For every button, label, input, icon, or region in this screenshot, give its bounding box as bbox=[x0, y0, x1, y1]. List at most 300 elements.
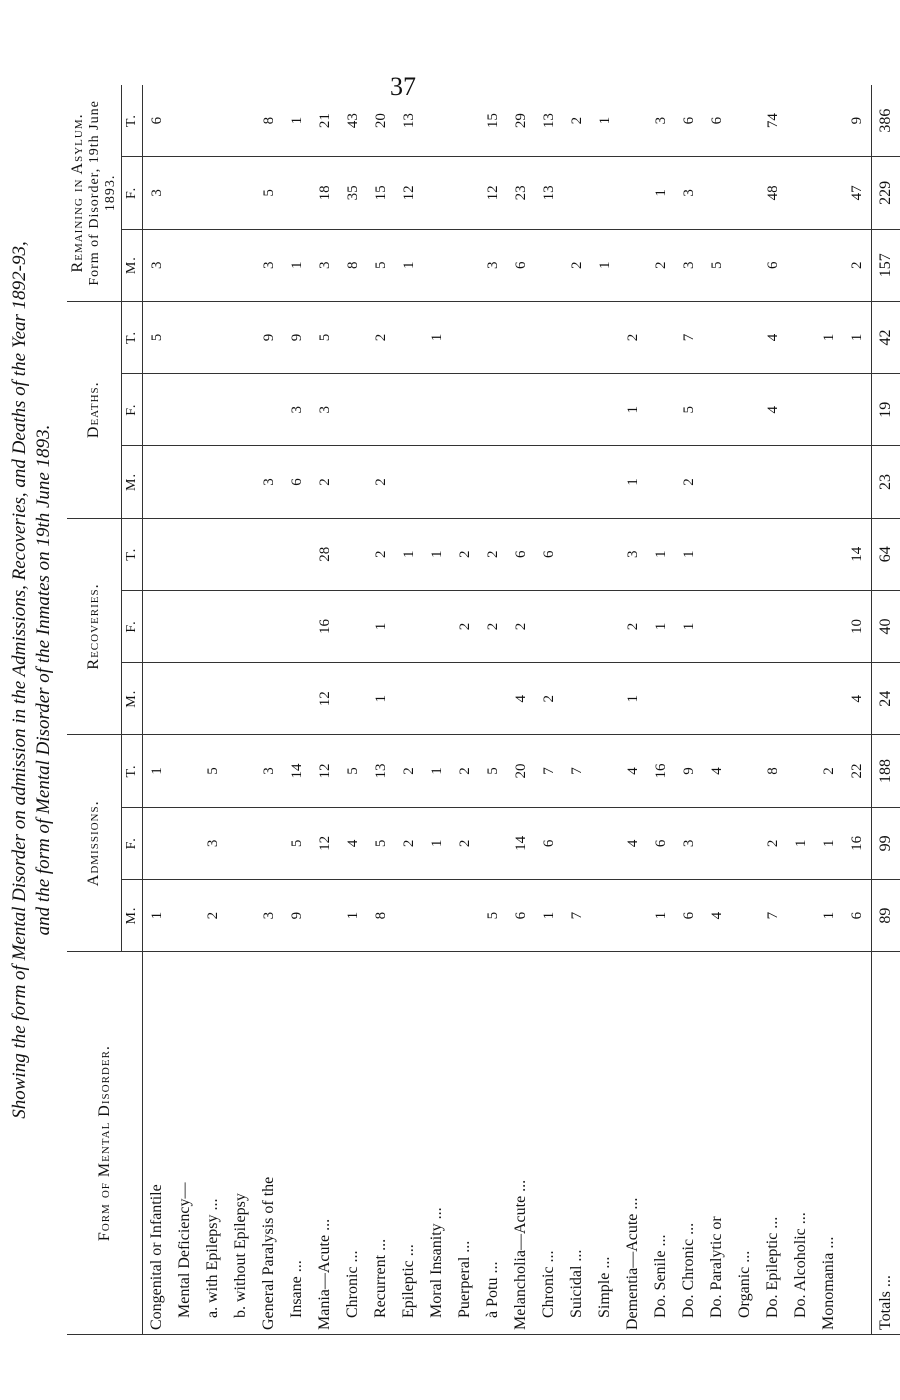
form-label: à Potu ... bbox=[479, 952, 507, 1335]
cell-value bbox=[451, 85, 479, 157]
cell-value bbox=[479, 374, 507, 446]
cell-value bbox=[227, 157, 255, 229]
cell-value: 4 bbox=[619, 807, 647, 879]
cell-value: 6 bbox=[283, 446, 311, 518]
form-label: Congenital or Infantile bbox=[143, 952, 172, 1335]
cell-value: 2 bbox=[451, 735, 479, 807]
totals-row bbox=[872, 85, 900, 1335]
cell-value: 2 bbox=[843, 229, 872, 301]
table-row bbox=[311, 85, 339, 1335]
cell-value: 1 bbox=[283, 85, 311, 157]
cell-value bbox=[423, 85, 451, 157]
cell-value: 9 bbox=[283, 879, 311, 951]
cell-value: 48 bbox=[759, 157, 787, 229]
cell-value: 229 bbox=[872, 157, 900, 229]
cell-value bbox=[311, 879, 339, 951]
cell-value: 64 bbox=[872, 518, 900, 590]
cell-value: 1 bbox=[367, 590, 395, 662]
cell-value: 47 bbox=[843, 157, 872, 229]
cell-value: 4 bbox=[759, 374, 787, 446]
cell-value bbox=[703, 663, 731, 735]
form-label: Do. Alcoholic ... bbox=[787, 952, 815, 1335]
cell-value: 1 bbox=[647, 879, 675, 951]
table-row bbox=[451, 85, 479, 1335]
cell-value: 43 bbox=[339, 85, 367, 157]
cell-value: 2 bbox=[507, 590, 535, 662]
cell-value bbox=[703, 807, 731, 879]
cell-value bbox=[535, 229, 563, 301]
cell-value bbox=[507, 374, 535, 446]
cell-value bbox=[339, 663, 367, 735]
cell-value bbox=[479, 663, 507, 735]
cell-value bbox=[703, 518, 731, 590]
cell-value: 15 bbox=[367, 157, 395, 229]
cell-value: 1 bbox=[619, 446, 647, 518]
cell-value bbox=[731, 229, 759, 301]
cell-value bbox=[731, 157, 759, 229]
cell-value: 14 bbox=[507, 807, 535, 879]
cell-value: 5 bbox=[199, 735, 227, 807]
cell-value: 6 bbox=[843, 879, 872, 951]
cell-value bbox=[703, 301, 731, 373]
table-row bbox=[283, 85, 311, 1335]
cell-value: 3 bbox=[311, 374, 339, 446]
cell-value: 89 bbox=[872, 879, 900, 951]
cell-value: 3 bbox=[311, 229, 339, 301]
cell-value bbox=[731, 590, 759, 662]
cell-value: 6 bbox=[703, 85, 731, 157]
form-label: Chronic ... bbox=[339, 952, 367, 1335]
cell-value: 3 bbox=[143, 229, 172, 301]
cell-value: 3 bbox=[255, 879, 283, 951]
cell-value bbox=[759, 663, 787, 735]
cell-value bbox=[227, 807, 255, 879]
cell-value: 1 bbox=[143, 735, 172, 807]
cell-value bbox=[339, 301, 367, 373]
cell-value bbox=[339, 374, 367, 446]
cell-value: 1 bbox=[647, 157, 675, 229]
cell-value: 2 bbox=[563, 229, 591, 301]
cell-value bbox=[395, 374, 423, 446]
cell-value bbox=[479, 301, 507, 373]
cell-value: 16 bbox=[647, 735, 675, 807]
dth-t: T. bbox=[122, 301, 143, 373]
cell-value: 2 bbox=[395, 735, 423, 807]
cell-value: 5 bbox=[367, 807, 395, 879]
cell-value: 1 bbox=[423, 735, 451, 807]
table-row bbox=[703, 85, 731, 1335]
cell-value: 3 bbox=[479, 229, 507, 301]
cell-value bbox=[255, 590, 283, 662]
cell-value bbox=[731, 301, 759, 373]
dth-f: F. bbox=[122, 374, 143, 446]
cell-value: 1 bbox=[647, 590, 675, 662]
cell-value bbox=[507, 446, 535, 518]
cell-value bbox=[731, 663, 759, 735]
cell-value bbox=[199, 374, 227, 446]
cell-value bbox=[787, 446, 815, 518]
cell-value bbox=[815, 446, 843, 518]
cell-value bbox=[143, 590, 172, 662]
cell-value: 9 bbox=[675, 735, 703, 807]
cell-value: 1 bbox=[423, 518, 451, 590]
cell-value bbox=[591, 374, 619, 446]
cell-value bbox=[171, 735, 199, 807]
cell-value bbox=[227, 374, 255, 446]
rem-m: M. bbox=[122, 229, 143, 301]
table-row bbox=[255, 85, 283, 1335]
cell-value bbox=[563, 374, 591, 446]
cell-value bbox=[563, 663, 591, 735]
cell-value bbox=[647, 374, 675, 446]
cell-value: 1 bbox=[283, 229, 311, 301]
cell-value: 14 bbox=[843, 518, 872, 590]
cell-value bbox=[787, 301, 815, 373]
cell-value: 5 bbox=[479, 735, 507, 807]
cell-value bbox=[787, 157, 815, 229]
cell-value: 12 bbox=[395, 157, 423, 229]
cell-value bbox=[171, 807, 199, 879]
table-row bbox=[507, 85, 535, 1335]
cell-value bbox=[731, 85, 759, 157]
cell-value: 13 bbox=[395, 85, 423, 157]
cell-value bbox=[815, 229, 843, 301]
cell-value bbox=[787, 879, 815, 951]
cell-value bbox=[171, 374, 199, 446]
form-label: Moral Insanity ... bbox=[423, 952, 451, 1335]
cell-value bbox=[815, 518, 843, 590]
cell-value: 6 bbox=[759, 229, 787, 301]
cell-value bbox=[171, 663, 199, 735]
adm-t: T. bbox=[122, 735, 143, 807]
rem-t: T. bbox=[122, 85, 143, 157]
cell-value bbox=[451, 229, 479, 301]
cell-value: 1 bbox=[423, 807, 451, 879]
cell-value bbox=[563, 446, 591, 518]
table-row bbox=[367, 85, 395, 1335]
table-row bbox=[143, 85, 172, 1335]
cell-value: 8 bbox=[339, 229, 367, 301]
remaining-subtitle: Form of Disorder, 19th June 1893. bbox=[87, 100, 118, 286]
cell-value: 1 bbox=[619, 663, 647, 735]
cell-value bbox=[227, 735, 255, 807]
cell-value: 2 bbox=[815, 735, 843, 807]
cell-value bbox=[423, 446, 451, 518]
cell-value: 28 bbox=[311, 518, 339, 590]
cell-value: 1 bbox=[675, 590, 703, 662]
cell-value: 4 bbox=[759, 301, 787, 373]
cell-value bbox=[227, 663, 255, 735]
cell-value: 23 bbox=[872, 446, 900, 518]
cell-value bbox=[815, 85, 843, 157]
cell-value: 2 bbox=[451, 807, 479, 879]
cell-value: 6 bbox=[507, 229, 535, 301]
cell-value bbox=[591, 518, 619, 590]
cell-value bbox=[451, 301, 479, 373]
form-label: Totals ... bbox=[872, 952, 900, 1335]
cell-value bbox=[423, 879, 451, 951]
cell-value: 8 bbox=[255, 85, 283, 157]
cell-value bbox=[787, 735, 815, 807]
cell-value bbox=[171, 879, 199, 951]
cell-value: 1 bbox=[535, 879, 563, 951]
cell-value: 3 bbox=[199, 807, 227, 879]
cell-value bbox=[703, 446, 731, 518]
cell-value bbox=[815, 663, 843, 735]
rec-m: M. bbox=[122, 663, 143, 735]
remaining-title: Remaining in Asylum. bbox=[69, 113, 86, 273]
cell-value bbox=[199, 590, 227, 662]
cell-value: 12 bbox=[311, 663, 339, 735]
cell-value bbox=[647, 663, 675, 735]
cell-value bbox=[199, 446, 227, 518]
cell-value bbox=[171, 301, 199, 373]
cell-value bbox=[255, 518, 283, 590]
cell-value bbox=[591, 735, 619, 807]
cell-value bbox=[731, 735, 759, 807]
cell-value bbox=[731, 879, 759, 951]
cell-value: 7 bbox=[675, 301, 703, 373]
cell-value bbox=[171, 518, 199, 590]
cell-value bbox=[199, 85, 227, 157]
cell-value: 12 bbox=[479, 157, 507, 229]
cell-value bbox=[143, 446, 172, 518]
cell-value bbox=[227, 879, 255, 951]
cell-value: 13 bbox=[535, 85, 563, 157]
cell-value: 19 bbox=[872, 374, 900, 446]
cell-value bbox=[199, 301, 227, 373]
cell-value bbox=[591, 879, 619, 951]
cell-value: 20 bbox=[507, 735, 535, 807]
cell-value bbox=[143, 518, 172, 590]
cell-value: 16 bbox=[843, 807, 872, 879]
cell-value bbox=[619, 879, 647, 951]
cell-value bbox=[787, 85, 815, 157]
cell-value: 2 bbox=[647, 229, 675, 301]
form-label: Do. Epileptic ... bbox=[759, 952, 787, 1335]
cell-value: 5 bbox=[675, 374, 703, 446]
cell-value bbox=[283, 590, 311, 662]
cell-value bbox=[787, 663, 815, 735]
cell-value bbox=[787, 374, 815, 446]
cell-value bbox=[787, 518, 815, 590]
cell-value bbox=[479, 807, 507, 879]
cell-value bbox=[423, 157, 451, 229]
form-label: a. with Epilepsy ... bbox=[199, 952, 227, 1335]
cell-value: 2 bbox=[451, 518, 479, 590]
cell-value: 3 bbox=[647, 85, 675, 157]
cell-value: 1 bbox=[423, 301, 451, 373]
form-label: Puerperal ... bbox=[451, 952, 479, 1335]
cell-value bbox=[535, 590, 563, 662]
cell-value: 10 bbox=[843, 590, 872, 662]
cell-value bbox=[535, 374, 563, 446]
cell-value: 4 bbox=[619, 735, 647, 807]
cell-value bbox=[815, 374, 843, 446]
cell-value: 21 bbox=[311, 85, 339, 157]
table-row bbox=[647, 85, 675, 1335]
adm-m: M. bbox=[122, 879, 143, 951]
cell-value bbox=[731, 807, 759, 879]
cell-value bbox=[563, 301, 591, 373]
cell-value: 1 bbox=[367, 663, 395, 735]
cell-value: 5 bbox=[255, 157, 283, 229]
form-label: Do. Paralytic or bbox=[703, 952, 731, 1335]
cell-value bbox=[227, 301, 255, 373]
table-row bbox=[787, 85, 815, 1335]
cell-value bbox=[591, 446, 619, 518]
cell-value: 5 bbox=[367, 229, 395, 301]
cell-value bbox=[255, 807, 283, 879]
form-label: Mental Deficiency— bbox=[171, 952, 199, 1335]
table-row bbox=[423, 85, 451, 1335]
cell-value bbox=[675, 663, 703, 735]
cell-value: 24 bbox=[872, 663, 900, 735]
cell-value: 6 bbox=[647, 807, 675, 879]
cell-value bbox=[283, 157, 311, 229]
table-row bbox=[591, 85, 619, 1335]
cell-value: 7 bbox=[563, 735, 591, 807]
cell-value bbox=[703, 590, 731, 662]
cell-value: 386 bbox=[872, 85, 900, 157]
cell-value bbox=[171, 590, 199, 662]
cell-value: 1 bbox=[591, 85, 619, 157]
cell-value bbox=[395, 446, 423, 518]
form-label: Mania—Acute ... bbox=[311, 952, 339, 1335]
cell-value bbox=[815, 590, 843, 662]
cell-value bbox=[787, 590, 815, 662]
cell-value bbox=[423, 374, 451, 446]
cell-value bbox=[759, 446, 787, 518]
cell-value: 1 bbox=[619, 374, 647, 446]
cell-value: 4 bbox=[703, 735, 731, 807]
cell-value bbox=[703, 374, 731, 446]
cell-value: 13 bbox=[367, 735, 395, 807]
cell-value bbox=[479, 446, 507, 518]
rec-f: F. bbox=[122, 590, 143, 662]
cell-value bbox=[619, 229, 647, 301]
cell-value bbox=[535, 301, 563, 373]
cell-value: 40 bbox=[872, 590, 900, 662]
cell-value bbox=[199, 229, 227, 301]
form-label bbox=[843, 952, 872, 1335]
table-row bbox=[815, 85, 843, 1335]
cell-value bbox=[451, 446, 479, 518]
cell-value bbox=[647, 301, 675, 373]
cell-value: 35 bbox=[339, 157, 367, 229]
form-header: Form of Mental Disorder. bbox=[67, 952, 143, 1335]
form-label: Simple ... bbox=[591, 952, 619, 1335]
cell-value: 2 bbox=[367, 446, 395, 518]
cell-value: 2 bbox=[759, 807, 787, 879]
cell-value bbox=[339, 590, 367, 662]
cell-value: 18 bbox=[311, 157, 339, 229]
cell-value bbox=[199, 157, 227, 229]
cell-value: 2 bbox=[619, 301, 647, 373]
cell-value: 1 bbox=[143, 879, 172, 951]
cell-value: 5 bbox=[703, 229, 731, 301]
form-label: Monomania ... bbox=[815, 952, 843, 1335]
cell-value: 7 bbox=[563, 879, 591, 951]
form-label: Chronic ... bbox=[535, 952, 563, 1335]
cell-value: 2 bbox=[311, 446, 339, 518]
cell-value bbox=[647, 446, 675, 518]
cell-value: 4 bbox=[507, 663, 535, 735]
cell-value: 7 bbox=[759, 879, 787, 951]
cell-value: 42 bbox=[872, 301, 900, 373]
admissions-header: Admissions. bbox=[67, 735, 122, 952]
cell-value: 9 bbox=[843, 85, 872, 157]
cell-value: 1 bbox=[815, 879, 843, 951]
cell-value: 1 bbox=[339, 879, 367, 951]
cell-value: 6 bbox=[675, 85, 703, 157]
table-row bbox=[395, 85, 423, 1335]
cell-value bbox=[563, 157, 591, 229]
cell-value: 2 bbox=[395, 807, 423, 879]
cell-value: 5 bbox=[143, 301, 172, 373]
cell-value bbox=[227, 85, 255, 157]
cell-value: 20 bbox=[367, 85, 395, 157]
cell-value: 1 bbox=[815, 807, 843, 879]
table-row bbox=[339, 85, 367, 1335]
cell-value bbox=[395, 590, 423, 662]
mental-disorder-table bbox=[67, 85, 894, 1335]
cell-value bbox=[563, 518, 591, 590]
cell-value: 3 bbox=[255, 229, 283, 301]
cell-value bbox=[591, 663, 619, 735]
cell-value bbox=[395, 879, 423, 951]
page-number: 37 bbox=[390, 72, 416, 101]
cell-value: 2 bbox=[675, 446, 703, 518]
table-row bbox=[171, 85, 199, 1335]
cell-value bbox=[535, 446, 563, 518]
cell-value: 6 bbox=[535, 518, 563, 590]
cell-value: 1 bbox=[591, 229, 619, 301]
cell-value: 1 bbox=[675, 518, 703, 590]
cell-value: 6 bbox=[535, 807, 563, 879]
cell-value: 74 bbox=[759, 85, 787, 157]
table-row bbox=[199, 85, 227, 1335]
cell-value bbox=[451, 879, 479, 951]
cell-value bbox=[171, 85, 199, 157]
cell-value bbox=[563, 590, 591, 662]
cell-value bbox=[171, 229, 199, 301]
form-label: Do. Senile ... bbox=[647, 952, 675, 1335]
cell-value: 1 bbox=[787, 807, 815, 879]
cell-value bbox=[451, 157, 479, 229]
table-row bbox=[759, 85, 787, 1335]
cell-value: 22 bbox=[843, 735, 872, 807]
cell-value: 13 bbox=[535, 157, 563, 229]
cell-value bbox=[395, 301, 423, 373]
cell-value bbox=[787, 229, 815, 301]
cell-value: 9 bbox=[283, 301, 311, 373]
cell-value bbox=[199, 663, 227, 735]
cell-value bbox=[255, 663, 283, 735]
cell-value bbox=[591, 157, 619, 229]
rem-f: F. bbox=[122, 157, 143, 229]
table-row bbox=[563, 85, 591, 1335]
form-label: Organic ... bbox=[731, 952, 759, 1335]
cell-value: 5 bbox=[339, 735, 367, 807]
cell-value: 8 bbox=[367, 879, 395, 951]
cell-value bbox=[451, 374, 479, 446]
title-line-2: and the form of Mental Disorder of the Inmates on 19th June 1893. bbox=[33, 424, 54, 936]
cell-value: 8 bbox=[759, 735, 787, 807]
cell-value: 2 bbox=[451, 590, 479, 662]
cell-value bbox=[199, 518, 227, 590]
table-row bbox=[479, 85, 507, 1335]
